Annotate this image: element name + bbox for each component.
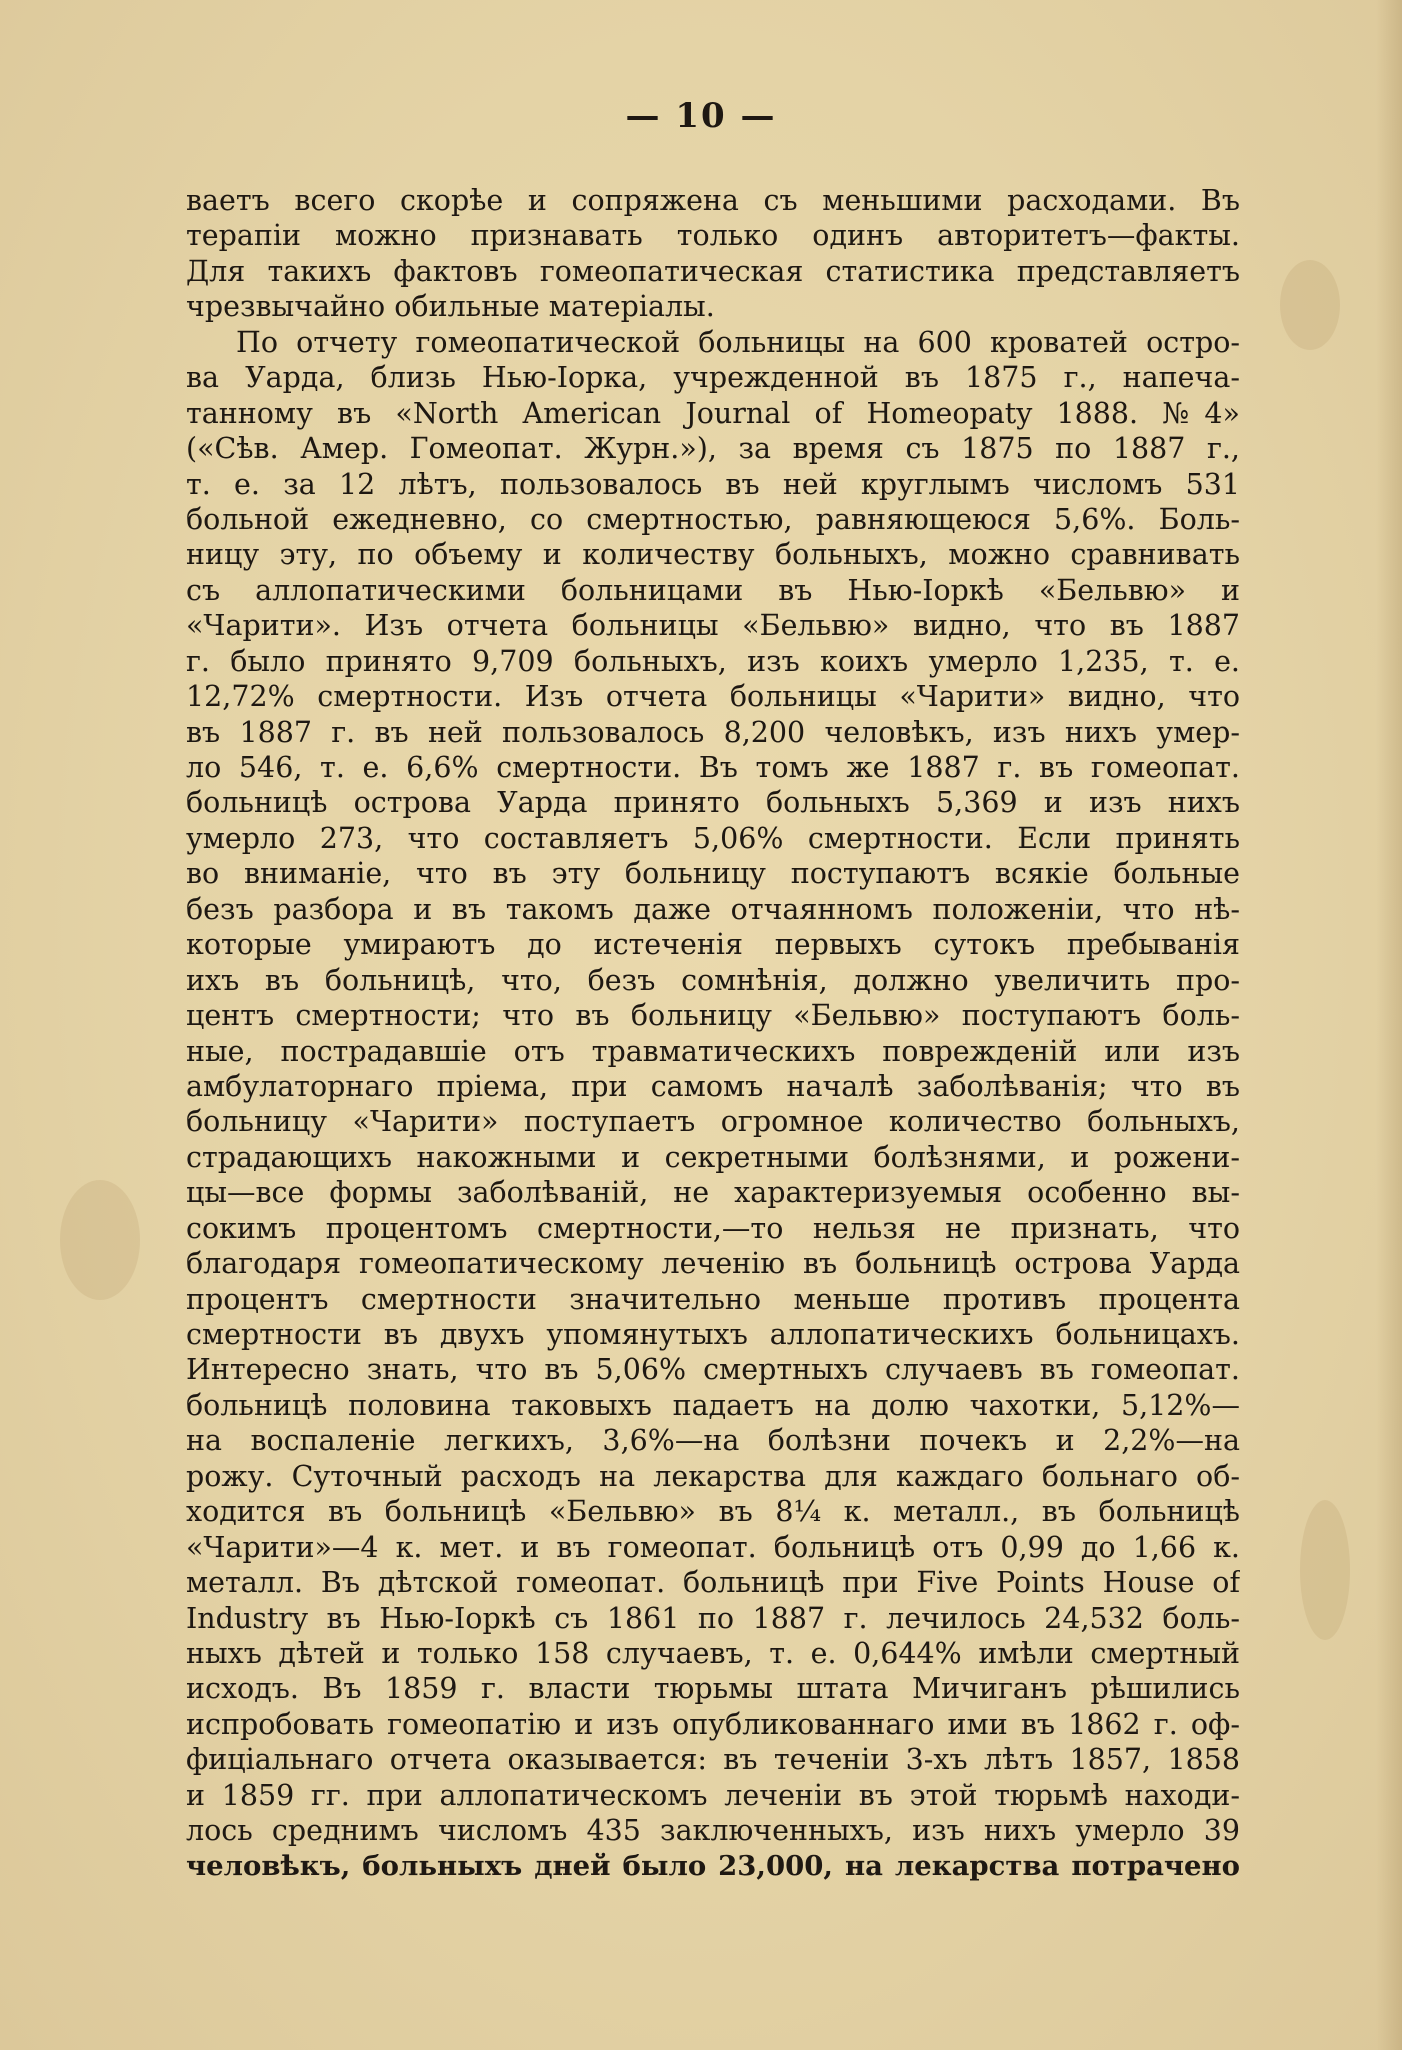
text-line: больницѣ острова Уарда принято больныхъ 5,369 и изъ нихъ [186, 786, 1240, 820]
text-line: терапіи можно признавать только одинъ авторитетъ—факты. [186, 219, 1240, 253]
text-line: испробовать гомеопатію и изъ опубликованнаго ими въ 1862 г. оф- [186, 1707, 1240, 1741]
page-number: — 10 — [625, 96, 777, 136]
text-line: умерло 273, что составляетъ 5,06% смертности. Если принять [186, 821, 1240, 855]
text-line: больной ежедневно, со смертностью, равняющеюся 5,6%. Боль- [186, 502, 1240, 536]
text-line: процентъ смертности значительно меньше противъ процента [186, 1282, 1240, 1316]
text-line: фиціальнаго отчета оказывается: въ теченіи 3-хъ лѣтъ 1857, 1858 [186, 1743, 1240, 1777]
text-line: «Чарити»—4 к. мет. и въ гомеопат. больницѣ отъ 0,99 до 1,66 к. [186, 1530, 1240, 1564]
text-line: ваетъ всего скорѣе и сопряжена съ меньшими расходами. Въ [186, 184, 1240, 217]
text-line: «Чарити». Изъ отчета больницы «Бельвю» видно, что въ 1887 [186, 609, 1240, 643]
text-line: и 1859 гг. при аллопатическомъ леченіи въ этой тюрьмѣ находи- [186, 1778, 1240, 1812]
text-line: Industry въ Нью-Іоркѣ съ 1861 по 1887 г. лечилось 24,532 боль- [186, 1601, 1240, 1635]
text-line: ло 546, т. е. 6,6% смертности. Въ томъ же 1887 г. въ гомеопат. [186, 751, 1240, 784]
text-line: металл. Въ дѣтской гомеопат. больницѣ при Five Points House of [186, 1566, 1240, 1600]
text-line: въ 1887 г. въ ней пользовалось 8,200 человѣкъ, изъ нихъ умер- [186, 715, 1240, 749]
paper-stain [1280, 260, 1340, 350]
text-line: лось среднимъ числомъ 435 заключенныхъ, изъ нихъ умерло 39 [186, 1814, 1240, 1848]
text-line: ва Уарда, близь Нью-Іорка, учрежденной въ 1875 г., напеча- [186, 361, 1240, 395]
paragraph-start-line: По отчету гомеопатической больницы на 600 кроватей остро- [236, 325, 1240, 359]
text-line: человѣкъ, больныхъ дней было 23,000, на лекарства потрачено [186, 1849, 1240, 1882]
text-line: которые умираютъ до истеченія первыхъ сутокъ пребыванія [186, 928, 1240, 962]
text-line: амбулаторнаго пріема, при самомъ началѣ заболѣванія; что въ [186, 1069, 1240, 1103]
text-line: ные, пострадавшіе отъ травматическихъ поврежденій или изъ [186, 1034, 1240, 1068]
text-line: исходъ. Въ 1859 г. власти тюрьмы штата Мичиганъ рѣшились [186, 1672, 1240, 1706]
text-line: больницу «Чарити» поступаетъ огромное количество больныхъ, [186, 1105, 1240, 1139]
text-line: ницу эту, по объему и количеству больныхъ, можно сравнивать [186, 538, 1240, 572]
text-line: безъ разбора и въ такомъ даже отчаянномъ положеніи, что нѣ- [186, 892, 1240, 926]
text-line: Интересно знать, что въ 5,06% смертныхъ случаевъ въ гомеопат. [186, 1353, 1240, 1387]
text-line: сокимъ процентомъ смертности,—то нельзя не признать, что [186, 1211, 1240, 1245]
paper-stain [60, 1180, 140, 1300]
text-line: цы—все формы заболѣваній, не характеризуемыя особенно вы- [186, 1176, 1240, 1210]
text-line: ныхъ дѣтей и только 158 случаевъ, т. е. 0,644% имѣли смертный [186, 1636, 1240, 1670]
text-line: страдающихъ накожными и секретными болѣзнями, и рожени- [186, 1140, 1240, 1174]
text-line: Для такихъ фактовъ гомеопатическая статистика представляетъ [186, 254, 1240, 288]
text-line: съ аллопатическими больницами въ Нью-Іоркѣ «Бельвю» и [186, 573, 1240, 607]
text-line: чрезвычайно обильные матеріалы. [186, 290, 715, 324]
text-line: («Сѣв. Амер. Гомеопат. Журн.»), за время съ 1875 по 1887 г., [186, 432, 1240, 466]
text-line: смертности въ двухъ упомянутыхъ аллопатическихъ больницахъ. [186, 1318, 1240, 1351]
text-line: больницѣ половина таковыхъ падаетъ на долю чахотки, 5,12%— [186, 1388, 1240, 1422]
text-line: г. было принято 9,709 больныхъ, изъ коихъ умерло 1,235, т. е. [186, 644, 1240, 678]
text-line: ходится въ больницѣ «Бельвю» въ 8¼ к. металл., въ больницѣ [186, 1495, 1240, 1529]
text-line: на воспаленіе легкихъ, 3,6%—на болѣзни почекъ и 2,2%—на [186, 1424, 1240, 1458]
text-line: т. е. за 12 лѣтъ, пользовалось въ ней круглымъ числомъ 531 [186, 467, 1240, 501]
text-line: ихъ въ больницѣ, что, безъ сомнѣнія, должно увеличить про- [186, 963, 1240, 997]
body-text [186, 183, 1240, 1884]
text-line: центъ смертности; что въ больницу «Бельвю» поступаютъ боль- [186, 999, 1240, 1033]
text-line: во вниманіе, что въ эту больницу поступаютъ всякіе больные [186, 857, 1240, 891]
text-line: 12,72% смертности. Изъ отчета больницы «Чарити» видно, что [186, 680, 1240, 714]
paper-stain [1300, 1500, 1350, 1640]
text-line: рожу. Суточный расходъ на лекарства для каждаго больнаго об- [186, 1459, 1240, 1493]
page-edge-shadow [1376, 0, 1402, 2050]
text-line: танному въ «North American Journal of Homeopaty 1888. №4» [186, 396, 1240, 430]
text-line: благодаря гомеопатическому леченію въ больницѣ острова Уарда [186, 1247, 1240, 1281]
